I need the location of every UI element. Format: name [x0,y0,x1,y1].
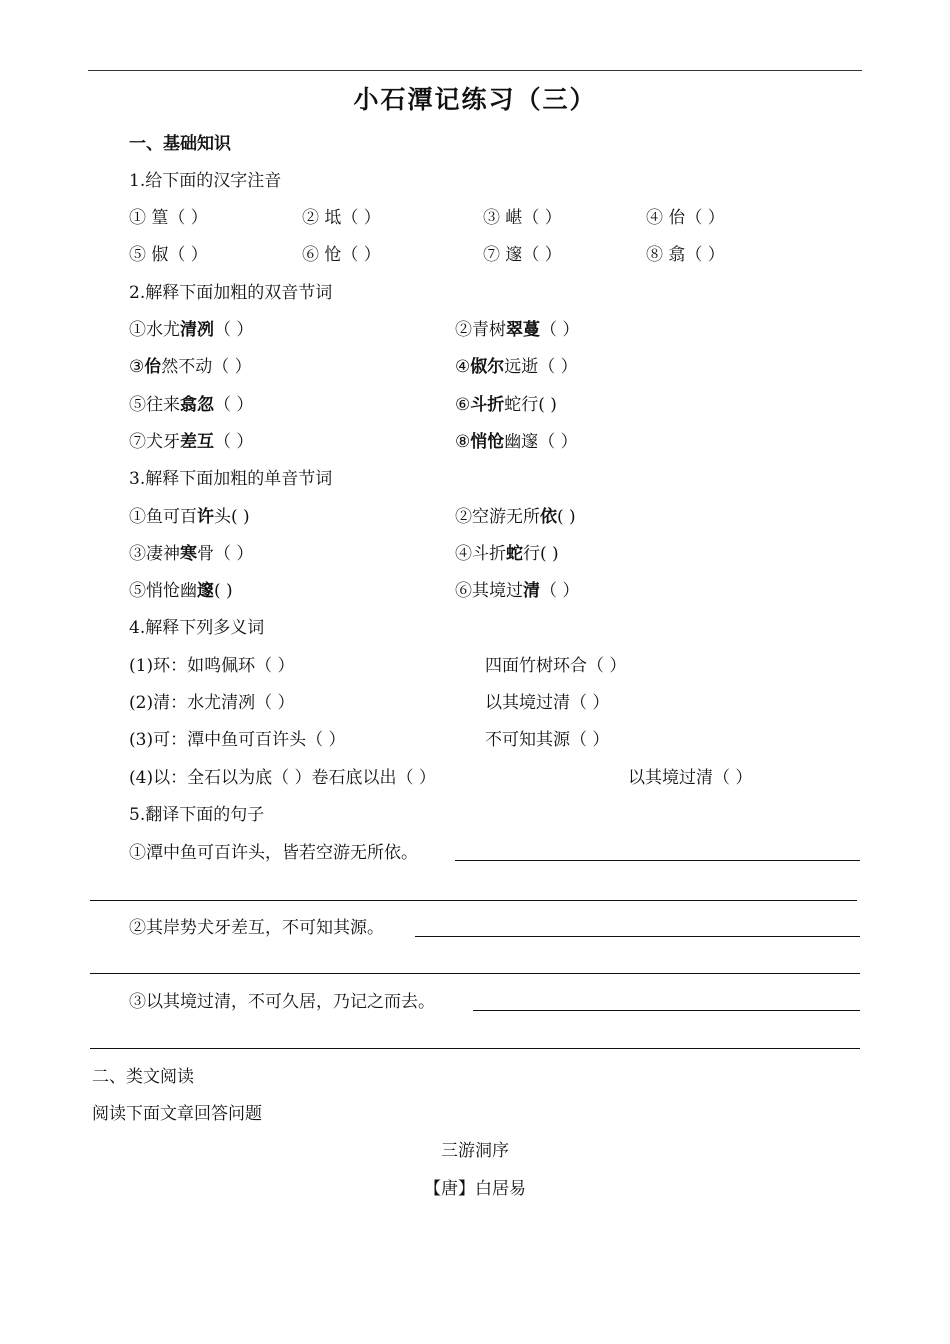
reading-instruction: 阅读下面文章回答问题 [92,1104,262,1124]
page-title: 小石潭记练习（三） [353,85,597,114]
top-rule [88,70,862,71]
section-heading-reading: 二、类文阅读 [92,1067,194,1087]
q5-heading: 5.翻译下面的句子 [129,805,265,825]
q4-heading: 4.解释下列多义词 [129,618,265,638]
q4-item-1a: (1)环：如鸣佩环（ ） [129,656,295,676]
article-author: 【唐】白居易 [424,1179,526,1199]
answer-line[interactable] [90,900,857,901]
q4-item-4a: (4)以：全石以为底（ ）卷石底以出（ ） [129,768,436,788]
q2-item-3: ③佁然不动（ ） [129,357,252,377]
q4-item-2b: 以其境过清（ ） [485,693,610,713]
q1-item-4: ④ 佁（ ） [646,208,725,228]
q2-item-4: ④俶尔远逝（ ） [455,357,578,377]
q3-heading: 3.解释下面加粗的单音节词 [129,469,333,489]
q3-item-4: ④斗折蛇行( ) [455,544,559,564]
q1-item-6: ⑥ 怆（ ） [302,245,381,265]
answer-line[interactable] [90,973,860,974]
q3-item-5: ⑤悄怆幽邃( ) [129,581,233,601]
q1-heading: 1.给下面的汉字注音 [129,171,282,191]
q5-sentence-1: ①潭中鱼可百许头，皆若空游无所依。 [129,843,418,863]
q2-item-7: ⑦犬牙差互（ ） [129,432,254,452]
q3-item-3: ③凄神寒骨（ ） [129,544,254,564]
q2-item-2: ②青树翠蔓（ ） [455,320,580,340]
q2-item-1: ①水尤清冽（ ） [129,320,254,340]
q4-item-1b: 四面竹树环合（ ） [485,656,627,676]
answer-line[interactable] [90,1048,860,1049]
q4-item-4b: 以其境过清（ ） [628,768,753,788]
q2-heading: 2.解释下面加粗的双音节词 [129,283,333,303]
q4-item-2a: (2)清：水尤清冽（ ） [129,693,295,713]
q5-sentence-3: ③以其境过清，不可久居，乃记之而去。 [129,992,435,1012]
q1-item-5: ⑤ 俶（ ） [129,245,208,265]
section-heading-basics: 一、基础知识 [129,134,231,154]
answer-line[interactable] [455,860,860,861]
q1-item-7: ⑦ 邃（ ） [483,245,562,265]
q2-item-6: ⑥斗折蛇行( ) [455,395,557,415]
q3-item-2: ②空游无所依( ) [455,507,576,527]
answer-line[interactable] [473,1010,860,1011]
q3-item-1: ①鱼可百许头( ) [129,507,250,527]
q2-item-5: ⑤往来翕忽（ ） [129,395,254,415]
q5-sentence-2: ②其岸势犬牙差互，不可知其源。 [129,918,384,938]
q2-item-8: ⑧悄怆幽邃（ ） [455,432,578,452]
article-title: 三游洞序 [441,1141,509,1161]
q4-item-3a: (3)可：潭中鱼可百许头（ ） [129,730,346,750]
q4-item-3b: 不可知其源（ ） [485,730,610,750]
q1-item-3: ③ 嵁（ ） [483,208,562,228]
q1-item-2: ② 坻（ ） [302,208,381,228]
answer-line[interactable] [415,936,860,937]
q1-item-1: ① 篁（ ） [129,208,208,228]
q3-item-6: ⑥其境过清（ ） [455,581,580,601]
q1-item-8: ⑧ 翕（ ） [646,245,725,265]
